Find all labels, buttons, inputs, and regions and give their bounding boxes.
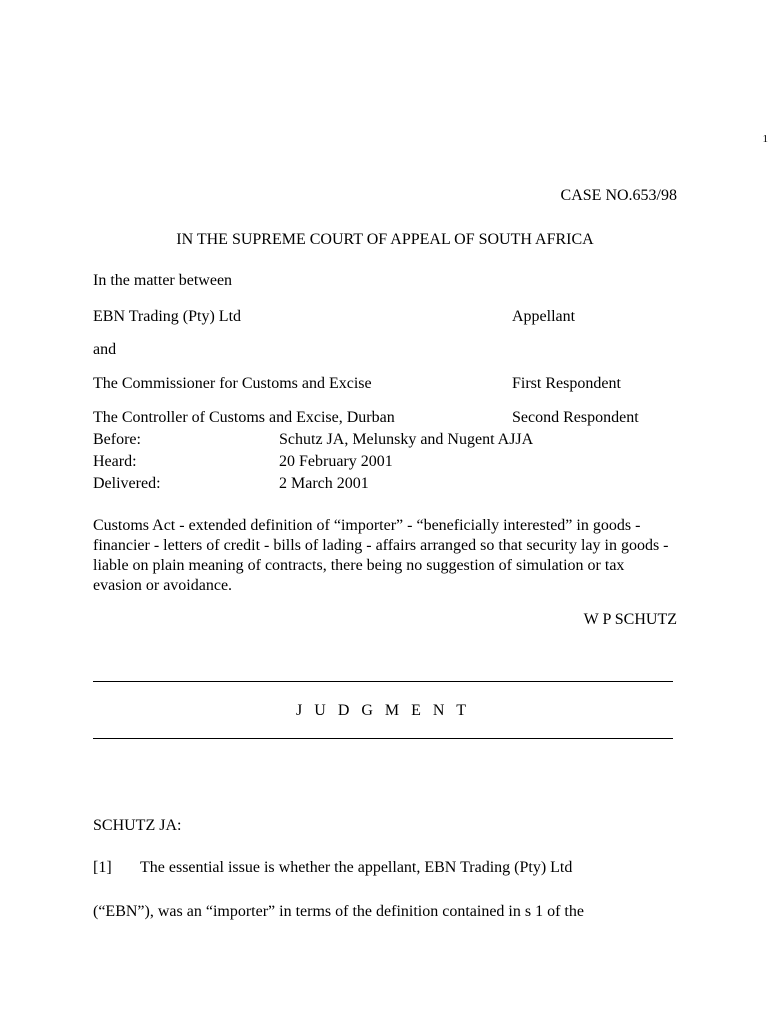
- case-summary: Customs Act - extended definition of “importer” - “beneficially interested” in goods - financier - letters of credit - bills of lading - affairs arranged so that security lay in goods - liable on plain meaning of contracts, there being no suggestion of simulation or tax evasion or avoidance.: [93, 517, 669, 594]
- page-number: 1: [762, 133, 768, 145]
- case-number: CASE NO.653/98: [560, 187, 677, 204]
- paragraph-line-1: The essential issue is whether the appellant, EBN Trading (Pty) Ltd: [140, 859, 573, 876]
- divider-top: [93, 681, 673, 682]
- detail-label-before: Before:: [93, 431, 141, 448]
- judge-name: SCHUTZ JA:: [93, 817, 182, 834]
- party-name-second-respondent: The Controller of Customs and Excise, Durban: [93, 409, 395, 426]
- detail-label-heard: Heard:: [93, 453, 137, 470]
- detail-label-delivered: Delivered:: [93, 475, 161, 492]
- divider-bottom: [93, 738, 673, 739]
- party-role-appellant: Appellant: [512, 308, 576, 325]
- detail-value-delivered: 2 March 2001: [279, 475, 369, 492]
- matter-intro: In the matter between: [93, 272, 233, 289]
- court-title: IN THE SUPREME COURT OF APPEAL OF SOUTH AFRICA: [176, 231, 594, 248]
- detail-value-before: Schutz JA, Melunsky and Nugent AJJA: [279, 431, 534, 448]
- paragraph-line-2: (“EBN”), was an “importer” in terms of the definition contained in s 1 of the: [93, 903, 584, 920]
- paragraph-number: [1]: [93, 859, 112, 876]
- party-name-appellant: EBN Trading (Pty) Ltd: [93, 308, 242, 325]
- party-name-first-respondent: The Commissioner for Customs and Excise: [93, 375, 372, 392]
- party-role-first-respondent: First Respondent: [512, 375, 621, 392]
- conjunction-and: and: [93, 341, 117, 358]
- judgment-heading: J U D G M E N T: [296, 702, 470, 719]
- party-role-second-respondent: Second Respondent: [512, 409, 639, 426]
- judgment-author: W P SCHUTZ: [583, 611, 677, 628]
- detail-value-heard: 20 February 2001: [279, 453, 393, 470]
